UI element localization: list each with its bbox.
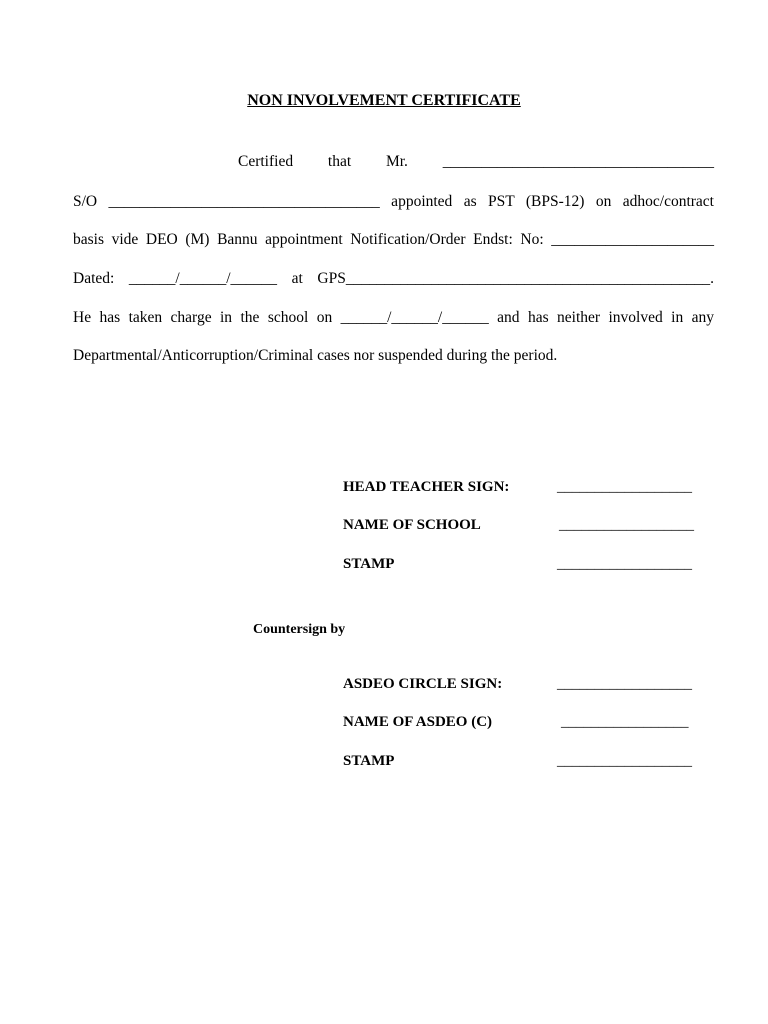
certified-that-line: Certified that Mr. ___________________________________ <box>238 153 714 170</box>
certificate-title: NON INVOLVEMENT CERTIFICATE <box>247 92 521 109</box>
son-of-line: S/O ___________________________________ appointed as PST (BPS-12) on adhoc/contract <box>73 193 714 210</box>
asdeo-circle-sign-blank: __________________ <box>557 676 692 692</box>
stamp-label: STAMP <box>343 556 395 572</box>
asdeo-stamp-label: STAMP <box>343 753 395 769</box>
head-teacher-sign-blank: __________________ <box>557 479 692 495</box>
name-of-school-label: NAME OF SCHOOL <box>343 517 481 533</box>
countersign-label: Countersign by <box>253 622 346 637</box>
departmental-cases-line: Departmental/Anticorruption/Criminal cases nor suspended during the period. <box>73 347 558 364</box>
head-teacher-sign-label: HEAD TEACHER SIGN: <box>343 479 510 495</box>
charge-taken-line: He has taken charge in the school on ______/______/______ and has neither involved in any <box>73 309 714 326</box>
dated-line: Dated: ______/______/______ at GPS_______________________________________________. <box>73 270 714 287</box>
name-of-asdeo-label: NAME OF ASDEO (C) <box>343 714 493 730</box>
asdeo-circle-sign-label: ASDEO CIRCLE SIGN: <box>343 676 503 692</box>
name-of-asdeo-blank: _________________ <box>561 714 689 730</box>
name-of-school-blank: __________________ <box>559 517 694 533</box>
asdeo-stamp-blank: __________________ <box>557 753 692 769</box>
appointment-basis-line: basis vide DEO (M) Bannu appointment Notification/Order Endst: No: _____________________ <box>73 231 714 248</box>
stamp-blank: __________________ <box>557 556 692 572</box>
